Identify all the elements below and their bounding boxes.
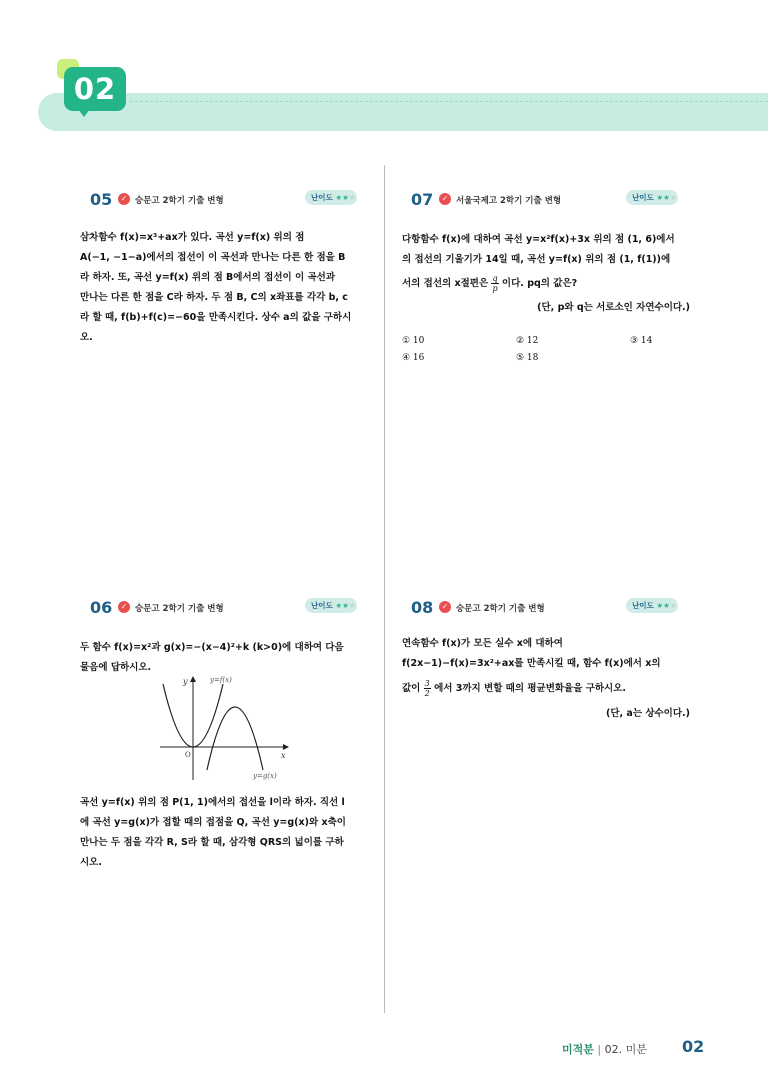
problem-05-header bbox=[90, 190, 360, 210]
section-badge: 02 bbox=[64, 67, 126, 111]
problem-07-header bbox=[411, 190, 681, 210]
x-axis-arrow-icon bbox=[283, 744, 289, 750]
difficulty-badge bbox=[305, 598, 357, 613]
footer-chapter: 02. 미분 bbox=[604, 1043, 647, 1056]
problem-number: 07 bbox=[411, 190, 434, 209]
text-line: 두 함수 f(x)=x²과 g(x)=−(x−4)²+k (k>0)에 대하여 다음 bbox=[80, 642, 344, 653]
y-axis-arrow-icon bbox=[190, 676, 196, 682]
star-empty-icon: ★ bbox=[348, 193, 356, 202]
difficulty-badge bbox=[626, 190, 678, 205]
star-icon: ★★ bbox=[335, 601, 349, 610]
function-graph bbox=[155, 672, 295, 784]
fraction-numerator: q bbox=[492, 274, 498, 283]
problem-06-text-bottom bbox=[80, 793, 368, 873]
header-band bbox=[38, 93, 768, 131]
choice-3[interactable]: ③ 14 bbox=[630, 336, 653, 346]
fraction bbox=[491, 274, 498, 293]
star-empty-icon: ★ bbox=[669, 193, 677, 202]
problem-06-header bbox=[90, 598, 360, 618]
text-fragment: 에서 3까지 변할 때의 평균변화율을 구하시오. bbox=[434, 683, 627, 694]
problem-07-text bbox=[402, 230, 690, 318]
column-divider bbox=[384, 165, 385, 1013]
problem-05-text bbox=[80, 228, 368, 348]
difficulty-label: 난이도 bbox=[632, 601, 654, 610]
origin-label: O bbox=[185, 751, 191, 759]
problem-number: 06 bbox=[90, 598, 113, 617]
check-icon: ✓ bbox=[118, 193, 130, 205]
star-empty-icon: ★ bbox=[669, 601, 677, 610]
text-line: 연속함수 f(x)가 모든 실수 x에 대하여 bbox=[402, 638, 563, 649]
text-line: 삼차함수 f(x)=x³+ax가 있다. 곡선 y=f(x) 위의 점 bbox=[80, 232, 305, 243]
footer-subject: 미적분 bbox=[562, 1043, 594, 1056]
fraction-numerator: 3 bbox=[424, 679, 430, 688]
check-icon: ✓ bbox=[439, 193, 451, 205]
choice-2[interactable]: ② 12 bbox=[516, 336, 539, 346]
fraction-denominator: p bbox=[492, 284, 498, 293]
fraction bbox=[424, 679, 431, 698]
text-line: 시오. bbox=[80, 857, 102, 868]
fraction-denominator: 2 bbox=[424, 689, 430, 698]
f-curve-label: y=f(x) bbox=[210, 676, 232, 684]
g-curve-label: y=g(x) bbox=[253, 772, 277, 780]
text-line bbox=[402, 674, 690, 704]
text-line: 에 곡선 y=g(x)가 접할 때의 접점을 Q, 곡선 y=g(x)와 x축이 bbox=[80, 817, 346, 828]
problem-08-header bbox=[411, 598, 681, 618]
difficulty-label: 난이도 bbox=[311, 193, 333, 202]
page-footer bbox=[562, 1037, 705, 1057]
text-line: f(2x−1)−f(x)=3x²+ax를 만족시킬 때, 함수 f(x)에서 x의 bbox=[402, 658, 661, 669]
problem-source: 숭문고 2학기 기출 변형 bbox=[135, 196, 224, 206]
page-number: 02 bbox=[682, 1037, 705, 1056]
problem-note: (단, p와 q는 서로소인 자연수이다.) bbox=[537, 302, 690, 313]
problem-source: 숭문고 2학기 기출 변형 bbox=[456, 604, 545, 614]
header-dashed-line bbox=[130, 101, 768, 102]
footer-separator: | bbox=[597, 1043, 602, 1056]
text-line: 만나는 다른 한 점을 C라 하자. 두 점 B, C의 x좌표를 각각 b, c bbox=[80, 292, 348, 303]
difficulty-label: 난이도 bbox=[311, 601, 333, 610]
choice-5[interactable]: ⑤ 18 bbox=[516, 353, 539, 363]
star-icon: ★★ bbox=[656, 193, 670, 202]
difficulty-badge bbox=[626, 598, 678, 613]
text-fragment: 이다. pq의 값은? bbox=[501, 278, 578, 289]
problem-source: 숭문고 2학기 기출 변형 bbox=[135, 604, 224, 614]
problem-number: 08 bbox=[411, 598, 434, 617]
star-icon: ★★ bbox=[656, 601, 670, 610]
text-fragment: 값이 bbox=[402, 683, 421, 694]
x-axis-label: x bbox=[281, 751, 286, 760]
text-fragment: 서의 접선의 x절편은 bbox=[402, 278, 489, 289]
text-line: 만나는 두 점을 각각 R, S라 할 때, 삼각형 QRS의 넓이를 구하 bbox=[80, 837, 344, 848]
problem-source: 서울국제고 2학기 기출 변형 bbox=[456, 196, 562, 206]
problem-note: (단, a는 상수이다.) bbox=[606, 708, 690, 719]
problem-number: 05 bbox=[90, 190, 113, 209]
text-line: 의 접선의 기울기가 14일 때, 곡선 y=f(x) 위의 점 (1, f(1))에 bbox=[402, 254, 671, 265]
y-axis-label: y bbox=[183, 677, 188, 686]
text-line: 다항함수 f(x)에 대하여 곡선 y=x²f(x)+3x 위의 점 (1, 6)에서 bbox=[402, 234, 675, 245]
text-line: 라 하자. 또, 곡선 y=f(x) 위의 점 B에서의 접선이 이 곡선과 bbox=[80, 272, 335, 283]
text-line bbox=[402, 270, 690, 298]
section-badge-tail bbox=[78, 109, 90, 117]
text-line: 곡선 y=f(x) 위의 점 P(1, 1)에서의 접선을 l이라 하자. 직선 l bbox=[80, 797, 345, 808]
choice-4[interactable]: ④ 16 bbox=[402, 353, 425, 363]
text-line: 물음에 답하시오. bbox=[80, 662, 152, 673]
text-line: 라 할 때, f(b)+f(c)=−60을 만족시킨다. 상수 a의 값을 구하시 bbox=[80, 312, 352, 323]
text-line: 오. bbox=[80, 332, 93, 343]
problem-08-text bbox=[402, 634, 690, 724]
text-line: A(−1, −1−a)에서의 접선이 이 곡선과 만나는 다른 한 점을 B bbox=[80, 252, 346, 263]
star-empty-icon: ★ bbox=[348, 601, 356, 610]
star-icon: ★★ bbox=[335, 193, 349, 202]
check-icon: ✓ bbox=[439, 601, 451, 613]
check-icon: ✓ bbox=[118, 601, 130, 613]
difficulty-label: 난이도 bbox=[632, 193, 654, 202]
choice-1[interactable]: ① 10 bbox=[402, 336, 425, 346]
difficulty-badge bbox=[305, 190, 357, 205]
curve-g bbox=[207, 707, 263, 770]
